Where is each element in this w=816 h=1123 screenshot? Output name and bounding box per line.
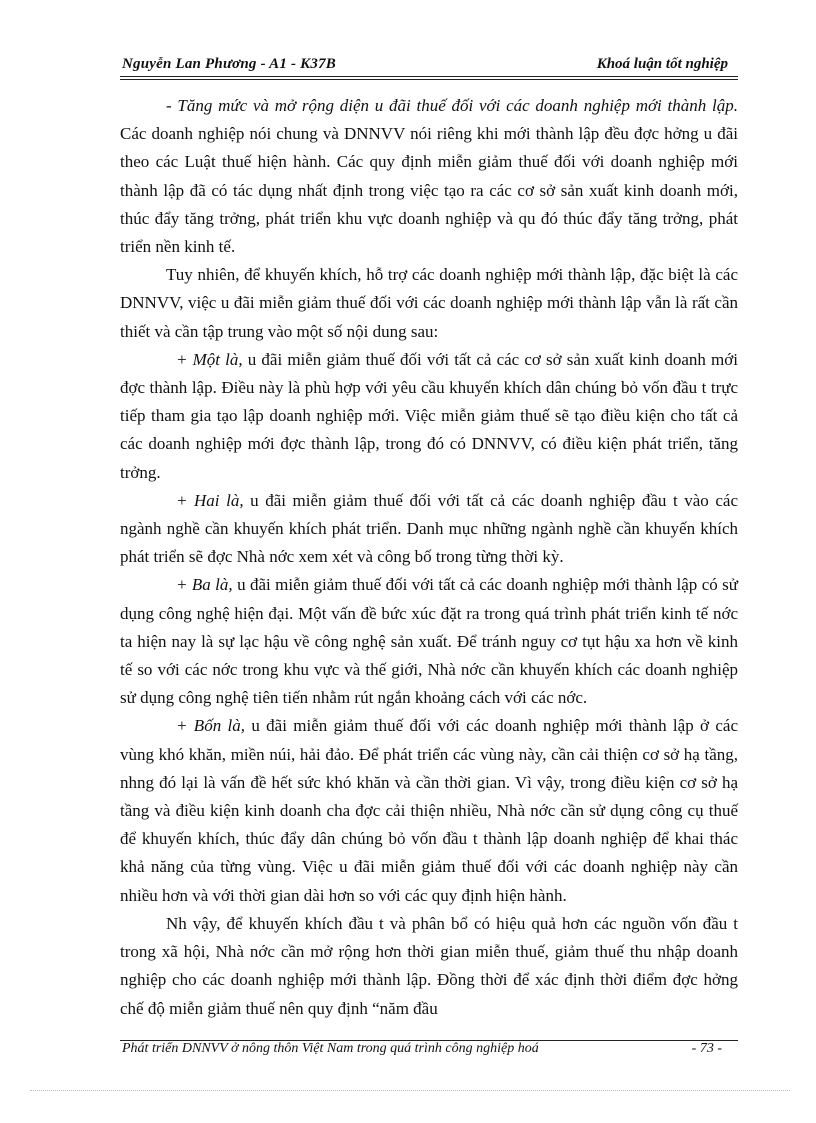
paragraph-however	[120, 261, 738, 346]
paragraph-lead: + Bốn là,	[176, 716, 245, 736]
paragraph-first	[120, 346, 738, 487]
paragraph-text: u đãi miễn giảm thuế đối với tất cả các doanh nghiệp đầu t vào các ngành nghề cần khuyến khích phát triển. Danh mục những ngành nghề cần khuyến khích phát triển sẽ đợc Nhà nớc xem xét và công bố trong từng thời kỳ.	[120, 490, 738, 567]
header-rule	[120, 76, 738, 77]
paragraph-lead: + Một là,	[176, 349, 243, 369]
paragraph-text: Tuy nhiên, để khuyến khích, hỗ trợ các doanh nghiệp mới thành lập, đặc biệt là các DNNVV, việc u đãi miễn giảm thuế đối với các doanh nghiệp mới thành lập vẫn là rất cần thiết và cần tập trung vào một số nội dung sau:	[120, 265, 738, 341]
page-footer	[122, 1041, 722, 1063]
header-author: Nguyễn Lan Phương - A1 - K37B	[122, 56, 336, 72]
paragraph-second	[120, 487, 738, 572]
paragraph-text: u đãi miễn giảm thuế đối với các doanh nghiệp mới thành lập ở các vùng khó khăn, miền núi, hải đảo. Để phát triển các vùng này, cần cải thiện cơ sở hạ tầng, nhng đó lại là vấn đề hết sức khó khăn và cần thời gian. Vì vậy, trong điều kiện cơ sở hạ tầng và điều kiện kinh doanh cha đợc cải thiện nhiều, Nhà nớc cần sử dụng công cụ thuế để khuyến khích, thúc đẩy dân chúng bỏ vốn đầu t thành lập doanh nghiệp để khai thác khả năng của từng vùng. Việc u đãi miễn giảm thuế đối với các doanh nghiệp này cần nhiều hơn và với thời gian dài hơn so với các quy định hiện hành.	[120, 716, 738, 905]
paragraph-fourth	[120, 712, 738, 909]
header-rule-double	[120, 79, 738, 80]
paragraph-text: Nh vậy, để khuyến khích đầu t và phân bổ có hiệu quả hơn các nguồn vốn đầu t trong xã hội, Nhà nớc cần mở rộng hơn thời gian miễn thuế, giảm thuế thu nhập doanh nghiệp cho các doanh nghiệp mới thành lập. Đồng thời để xác định thời điểm đợc hởng chế độ miễn giảm thuế nên quy định “năm đầu	[120, 913, 738, 1018]
page-number: - 73 -	[691, 1041, 722, 1056]
page-header	[122, 56, 730, 76]
header-thesis-label: Khoá luận tốt nghiệp	[596, 56, 728, 72]
paragraph-text: u đãi miễn giảm thuế đối với tất cả các cơ sở sản xuất kinh doanh mới đợc thành lập. Điều này là phù hợp với yêu cầu khuyến khích dân chúng bỏ vốn đầu t trực tiếp tham gia tạo lập doanh nghiệp mới. Việc miễn giảm thuế sẽ tạo điều kiện cho tất cả các doanh nghiệp mới đợc thành lập, trong đó có DNNVV, có điều kiện phát triển, tăng trởng.	[120, 349, 738, 482]
page-bottom-border	[30, 1090, 790, 1091]
paragraph-third	[120, 571, 738, 712]
paragraph-conclusion	[120, 910, 738, 1023]
body-text	[120, 92, 738, 1023]
paragraph-text: Các doanh nghiệp nói chung và DNNVV nói riêng khi mới thành lập đều đợc hởng u đãi theo các Luật thuế hiện hành. Các quy định miễn giảm thuế đối với doanh nghiệp mới thành lập đã có tác dụng nhất định trong việc tạo ra các cơ sở sản xuất kinh doanh mới, thúc đẩy tăng trởng, phát triển khu vực doanh nghiệp và qu đó thúc đẩy tăng trởng, phát triển nền kinh tế.	[120, 124, 738, 257]
footer-title: Phát triển DNNVV ở nông thôn Việt Nam trong quá trình công nghiệp hoá	[122, 1041, 539, 1056]
paragraph-tax-incentive	[120, 92, 738, 261]
paragraph-lead: - Tăng mức và mở rộng diện u đãi thuế đối với các doanh nghiệp mới thành lập.	[166, 96, 738, 115]
paragraph-text: u đãi miễn giảm thuế đối với tất cả các doanh nghiệp mới thành lập có sử dụng công nghệ hiện đại. Một vấn đề bức xúc đặt ra trong quá trình phát triển kinh tế nớc ta hiện nay là sự lạc hậu về công nghệ sản xuất. Để tránh nguy cơ tụt hậu xa hơn về kinh tế so với các nớc trong khu vực và thế giới, Nhà nớc cần khuyến khích các doanh nghiệp sử dụng công nghệ tiên tiến nhằm rút ngắn khoảng cách với các nớc.	[120, 575, 738, 708]
paragraph-lead: + Hai là,	[176, 490, 244, 510]
paragraph-lead: + Ba là,	[176, 575, 233, 595]
